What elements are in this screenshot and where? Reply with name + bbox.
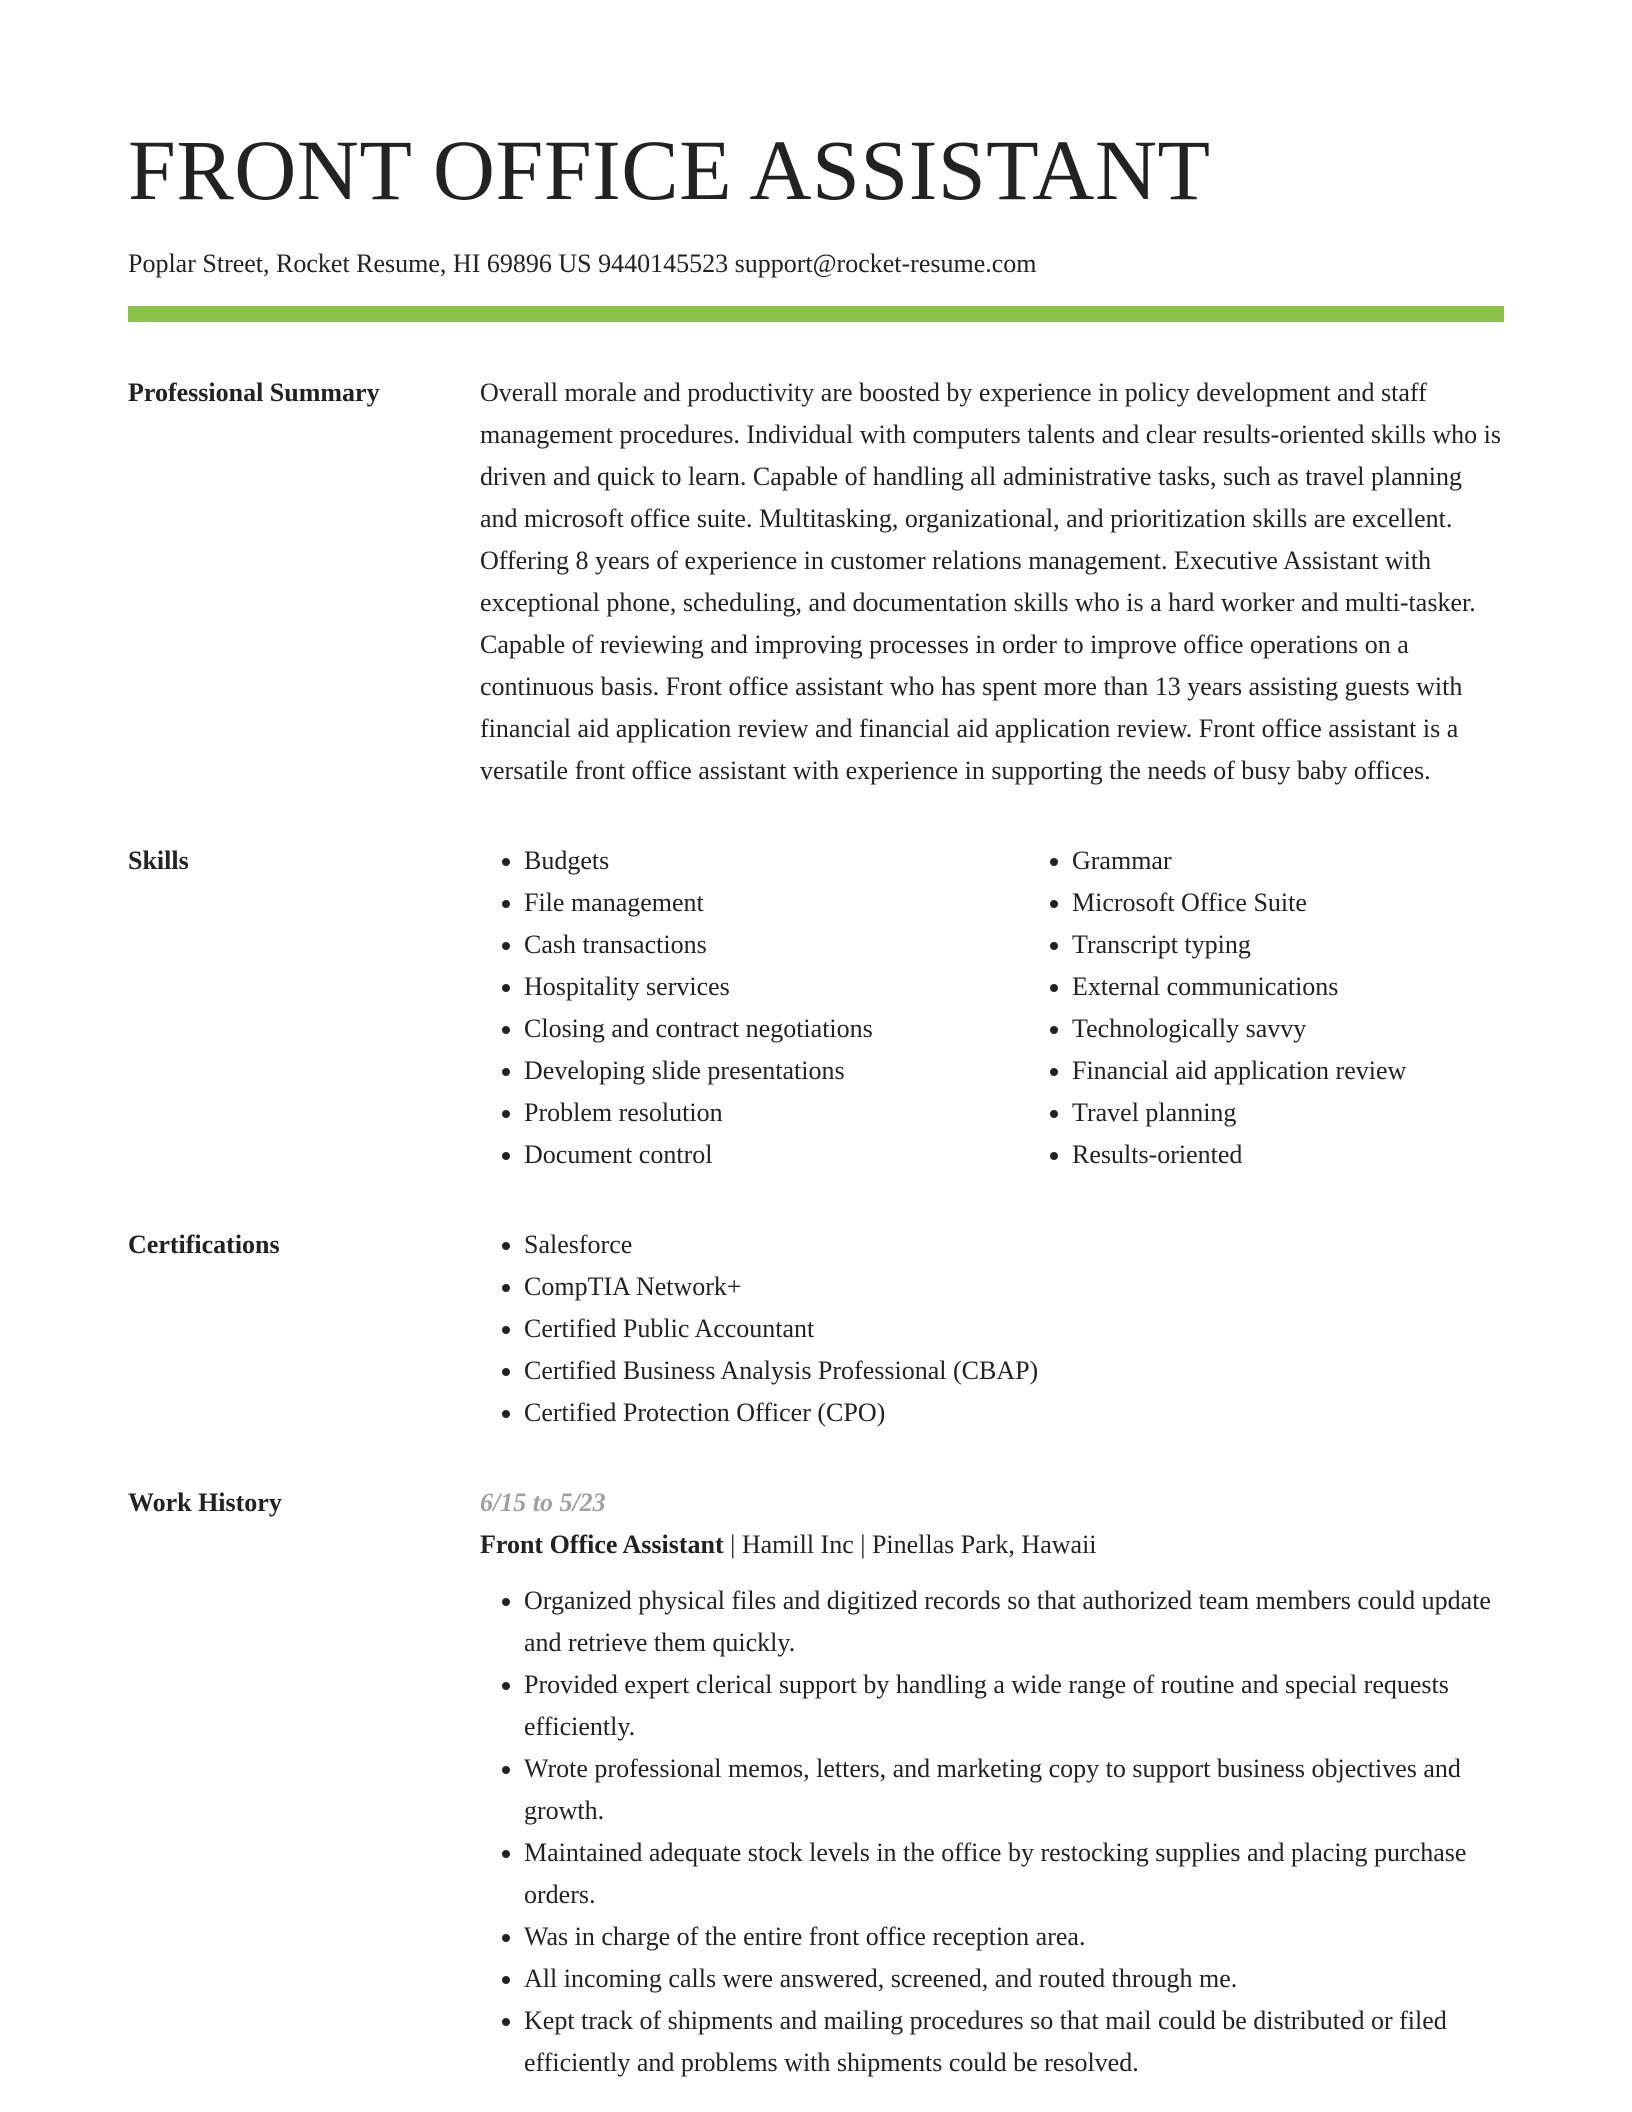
summary-section bbox=[128, 372, 1504, 792]
skill-item: • Cash transactions bbox=[524, 924, 1028, 966]
resume-page bbox=[128, 118, 1504, 2084]
skill-item: • Closing and contract negotiations bbox=[524, 1008, 1028, 1050]
work-history-section bbox=[128, 1482, 1504, 2084]
skills-section bbox=[128, 840, 1504, 1176]
skill-item: • Grammar bbox=[1072, 840, 1576, 882]
skill-item: • Microsoft Office Suite bbox=[1072, 882, 1576, 924]
job-bullet: • Provided expert clerical support by handling a wide range of routine and special requests efficiently. bbox=[524, 1664, 1504, 1748]
resume-name: FRONT OFFICE ASSISTANT bbox=[128, 122, 1211, 218]
job-bullet: • Kept track of shipments and mailing procedures so that mail could be distributed or filed efficiently and problems with shipments could be resolved. bbox=[524, 2000, 1504, 2084]
contact-line: Poplar Street, Rocket Resume, HI 69896 US 9440145523 support@rocket-resume.com bbox=[128, 249, 1037, 278]
job-bullet: • Organized physical files and digitized records so that authorized team members could update and retrieve them quickly. bbox=[524, 1580, 1504, 1664]
skill-item: • Results-oriented bbox=[1072, 1134, 1576, 1176]
skill-item: • File management bbox=[524, 882, 1028, 924]
job-bullet: • All incoming calls were answered, screened, and routed through me. bbox=[524, 1958, 1504, 2000]
certification-item: • Certified Business Analysis Professional (CBAP) bbox=[524, 1350, 1504, 1392]
summary-text: Overall morale and productivity are boosted by experience in policy development and staff management procedures. Individual with computers talents and clear results-oriented skills who is driven and quick to learn. Capable of handling all administrative tasks, such as travel planning and microsoft office suite. Multitasking, organizational, and prioritization skills are excellent. Offering 8 years of experience in customer relations management. Executive Assistant with exceptional phone, scheduling, and documentation skills who is a hard worker and multi-tasker. Capable of reviewing and improving processes in order to improve office operations on a continuous basis. Front office assistant who has spent more than 13 years assisting guests with financial aid application review and financial aid application review. Front office assistant is a versatile front office assistant with experience in supporting the needs of busy baby offices. bbox=[480, 378, 1501, 785]
job-heading bbox=[480, 1524, 1504, 1566]
skill-item: • Developing slide presentations bbox=[524, 1050, 1028, 1092]
certifications-list bbox=[480, 1224, 1504, 1434]
job-bullet: • Was in charge of the entire front office reception area. bbox=[524, 1916, 1504, 1958]
job-bullets bbox=[480, 1580, 1504, 2084]
skill-item: • Financial aid application review bbox=[1072, 1050, 1576, 1092]
job-title: Front Office Assistant bbox=[480, 1530, 724, 1559]
skill-item: • Document control bbox=[524, 1134, 1028, 1176]
certification-item: • Certified Public Accountant bbox=[524, 1308, 1504, 1350]
job-details: | Hamill Inc | Pinellas Park, Hawaii bbox=[723, 1530, 1097, 1559]
section-label-skills: Skills bbox=[128, 846, 189, 875]
section-label-summary: Professional Summary bbox=[128, 378, 380, 407]
skill-item: • Transcript typing bbox=[1072, 924, 1576, 966]
skill-item: • Hospitality services bbox=[524, 966, 1028, 1008]
skill-item: • External communications bbox=[1072, 966, 1576, 1008]
certification-item: • Certified Protection Officer (CPO) bbox=[524, 1392, 1504, 1434]
job-dates: 6/15 to 5/23 bbox=[480, 1488, 606, 1517]
skill-item: • Technologically savvy bbox=[1072, 1008, 1576, 1050]
header-divider bbox=[128, 306, 1504, 322]
job-bullet: • Maintained adequate stock levels in the office by restocking supplies and placing purchase orders. bbox=[524, 1832, 1504, 1916]
section-label-work-history: Work History bbox=[128, 1488, 282, 1517]
skills-list-right bbox=[1028, 840, 1576, 1176]
skill-item: • Budgets bbox=[524, 840, 1028, 882]
certification-item: • CompTIA Network+ bbox=[524, 1266, 1504, 1308]
certification-item: • Salesforce bbox=[524, 1224, 1504, 1266]
section-label-certifications: Certifications bbox=[128, 1230, 280, 1259]
certifications-section bbox=[128, 1224, 1504, 1434]
skill-item: • Problem resolution bbox=[524, 1092, 1028, 1134]
skill-item: • Travel planning bbox=[1072, 1092, 1576, 1134]
skills-list-left bbox=[480, 840, 1028, 1176]
job-bullet: • Wrote professional memos, letters, and marketing copy to support business objectives and growth. bbox=[524, 1748, 1504, 1832]
